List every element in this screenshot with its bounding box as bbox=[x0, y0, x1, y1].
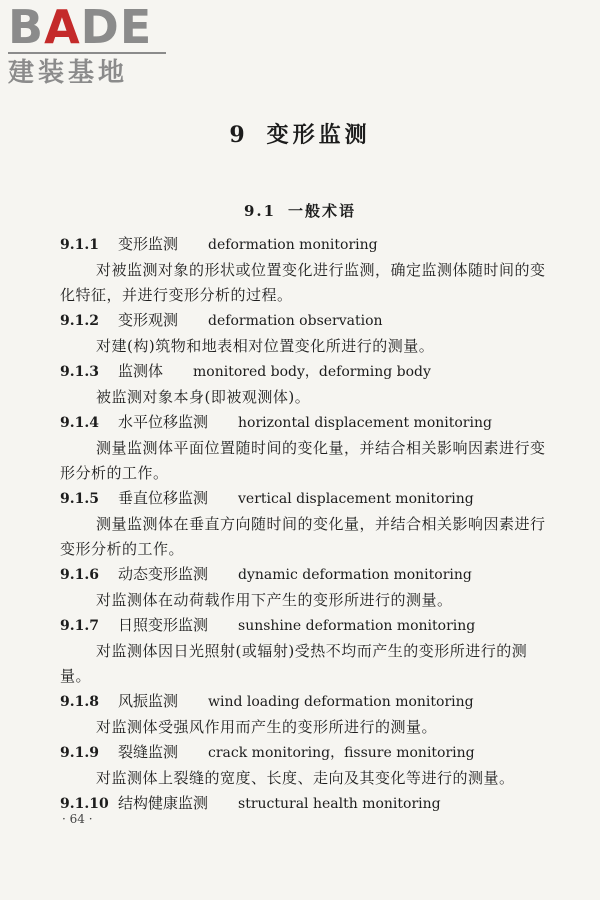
term-english: vertical displacement monitoring bbox=[238, 491, 474, 507]
brand-logo bbox=[8, 0, 178, 88]
term-entry bbox=[60, 232, 550, 308]
term-chinese: 日照变形监测 bbox=[118, 616, 209, 634]
section-number: 9.1 bbox=[243, 202, 277, 220]
term-entry bbox=[60, 740, 550, 791]
chapter-title bbox=[0, 118, 600, 149]
term-number: 9.1.7 bbox=[60, 618, 99, 634]
term-english: sunshine deformation monitoring bbox=[238, 618, 476, 634]
term-number: 9.1.2 bbox=[60, 313, 99, 329]
term-chinese: 裂缝监测 bbox=[118, 743, 179, 761]
term-entry bbox=[60, 410, 550, 486]
logo-wordmark: BADE bbox=[8, 0, 153, 54]
term-chinese: 水平位移监测 bbox=[118, 413, 209, 431]
term-heading bbox=[60, 232, 550, 258]
term-definition: 对监测体上裂缝的宽度、长度、走向及其变化等进行的测量。 bbox=[96, 769, 515, 787]
term-number: 9.1.6 bbox=[60, 567, 99, 583]
term-entry bbox=[60, 791, 550, 817]
term-definition: 对监测体因日光照射(或辐射)受热不均而产生的变形所进行的测量。 bbox=[60, 642, 528, 685]
term-english: wind loading deformation monitoring bbox=[208, 694, 474, 710]
term-definition: 被监测对象本身(即被观测体)。 bbox=[96, 388, 311, 406]
term-number: 9.1.9 bbox=[60, 745, 99, 761]
section-name: 一般术语 bbox=[288, 202, 357, 220]
term-entry bbox=[60, 613, 550, 689]
term-definition: 对监测体在动荷载作用下产生的变形所进行的测量。 bbox=[96, 591, 453, 609]
term-chinese: 垂直位移监测 bbox=[118, 489, 209, 507]
term-english: deformation monitoring bbox=[208, 237, 378, 253]
section-title bbox=[0, 200, 600, 221]
term-english: structural health monitoring bbox=[238, 796, 441, 812]
term-number: 9.1.4 bbox=[60, 415, 99, 431]
term-english: dynamic deformation monitoring bbox=[238, 567, 472, 583]
term-heading bbox=[60, 410, 550, 436]
term-entry bbox=[60, 359, 550, 410]
term-chinese: 动态变形监测 bbox=[118, 565, 209, 583]
term-english: monitored body，deforming body bbox=[193, 364, 431, 380]
term-heading bbox=[60, 689, 550, 715]
term-heading bbox=[60, 308, 550, 334]
logo-subtitle: 建装基地 bbox=[8, 58, 129, 88]
term-chinese: 监测体 bbox=[118, 362, 164, 380]
term-definition: 测量监测体平面位置随时间的变化量，并结合相关影响因素进行变形分析的工作。 bbox=[60, 439, 546, 482]
term-number: 9.1.3 bbox=[60, 364, 99, 380]
term-english: deformation observation bbox=[208, 313, 383, 329]
term-number: 9.1.5 bbox=[60, 491, 99, 507]
term-number: 9.1.1 bbox=[60, 237, 99, 253]
term-entry bbox=[60, 486, 550, 562]
term-definition: 对监测体受强风作用而产生的变形所进行的测量。 bbox=[96, 718, 438, 736]
page-number: · 64 · bbox=[62, 812, 93, 826]
term-chinese: 变形监测 bbox=[118, 235, 179, 253]
term-heading bbox=[60, 562, 550, 588]
chapter-name: 变形监测 bbox=[266, 122, 371, 148]
term-number: 9.1.8 bbox=[60, 694, 99, 710]
term-entry bbox=[60, 689, 550, 740]
term-heading bbox=[60, 791, 550, 817]
chapter-number: 9 bbox=[229, 122, 249, 148]
term-english: horizontal displacement monitoring bbox=[238, 415, 492, 431]
term-number: 9.1.10 bbox=[60, 796, 109, 812]
term-english: crack monitoring，fissure monitoring bbox=[208, 745, 475, 761]
term-heading bbox=[60, 486, 550, 512]
terms-list bbox=[60, 232, 550, 817]
term-heading bbox=[60, 613, 550, 639]
term-definition: 对被监测对象的形状或位置变化进行监测，确定监测体随时间的变化特征，并进行变形分析的过程。 bbox=[60, 261, 546, 304]
term-entry bbox=[60, 308, 550, 359]
term-definition: 对建(构)筑物和地表相对位置变化所进行的测量。 bbox=[96, 337, 435, 355]
term-definition: 测量监测体在垂直方向随时间的变化量，并结合相关影响因素进行变形分析的工作。 bbox=[60, 515, 546, 558]
term-entry bbox=[60, 562, 550, 613]
term-chinese: 变形观测 bbox=[118, 311, 179, 329]
term-chinese: 风振监测 bbox=[118, 692, 179, 710]
term-heading bbox=[60, 740, 550, 766]
term-heading bbox=[60, 359, 550, 385]
term-chinese: 结构健康监测 bbox=[118, 794, 209, 812]
